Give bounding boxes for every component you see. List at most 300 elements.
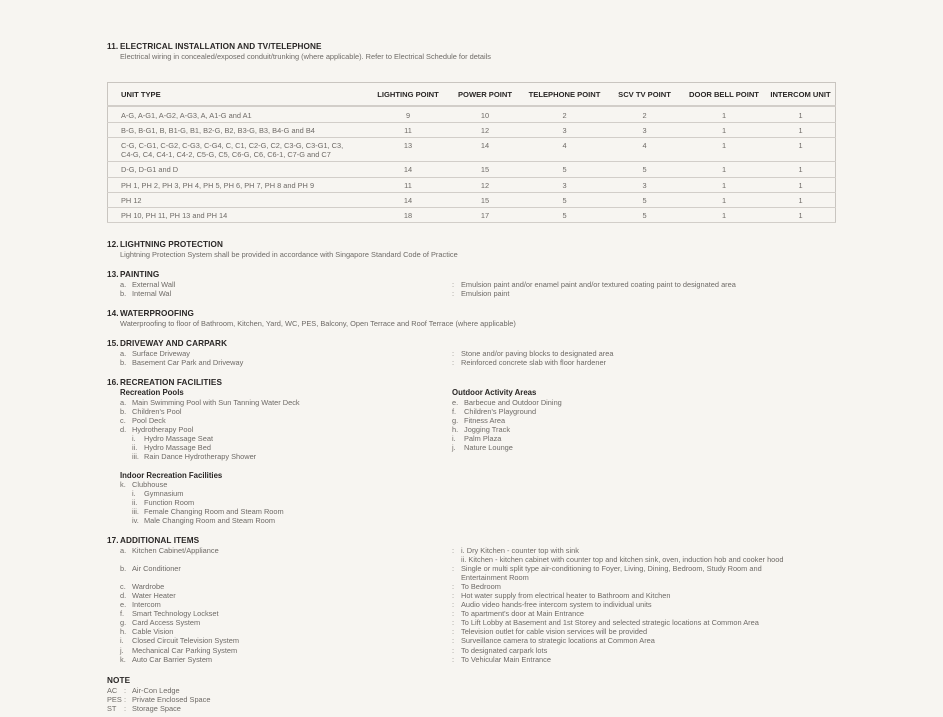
item-desc-cell [452, 600, 837, 609]
item-desc-cell [452, 280, 837, 289]
cell-intercom: 1 [766, 162, 836, 177]
driveway-list [107, 349, 837, 367]
section-painting [107, 270, 837, 298]
item-name: Closed Circuit Television System [132, 636, 240, 646]
note-sep: : [124, 694, 127, 704]
section-text: Waterproofing to floor of Bathroom, Kitchen, Yard, WC, PES, Balcony, Open Terrace and Roof Terrace (where applicable) [120, 319, 516, 329]
colon-separator: : [452, 609, 455, 619]
list-item [120, 655, 837, 664]
list-item [452, 398, 562, 407]
item-label: c. [120, 581, 126, 591]
spacer [452, 555, 461, 564]
section-title-text: DRIVEWAY AND CARPARK [120, 339, 228, 349]
note-title: NOTE [107, 675, 131, 685]
cell-scv: 2 [607, 106, 682, 123]
electrical-schedule-table [107, 82, 836, 223]
item-desc: To Vehicular Main Entrance [461, 654, 551, 664]
item-name: Pool Deck [132, 416, 166, 426]
col-header-scv-tv: SCV TV POINT [607, 83, 682, 107]
cell-power: 12 [448, 123, 522, 138]
colon-separator: : [452, 563, 455, 573]
cell-telephone: 3 [522, 177, 607, 192]
cell-doorbell: 1 [682, 123, 766, 138]
cell-intercom: 1 [766, 106, 836, 123]
cell-doorbell: 1 [682, 138, 766, 162]
list-item [120, 358, 837, 367]
item-name: Surface Driveway [132, 349, 190, 359]
cell-power: 15 [448, 192, 522, 207]
item-desc: Single or multi split type air-conditioning to Foyer, Living, Dining, Bedroom, Study Room and [461, 563, 762, 573]
cell-unit-type [108, 106, 369, 123]
cell-telephone: 5 [522, 192, 607, 207]
section-title-text: ADDITIONAL ITEMS [120, 535, 200, 545]
colon-separator: : [452, 279, 455, 289]
specifications-page [107, 42, 837, 713]
item-name: Clubhouse [132, 480, 168, 490]
list-item [120, 407, 452, 416]
col-header-lighting: LIGHTING POINT [368, 83, 448, 107]
item-desc-cell [452, 358, 837, 367]
cell-telephone: 4 [522, 138, 607, 162]
section-recreation [107, 378, 837, 525]
item-label: d. [120, 591, 127, 600]
cell-unit-type [108, 192, 369, 207]
section-title [107, 339, 837, 349]
item-label: a. [120, 349, 127, 359]
list-item [120, 425, 452, 434]
item-label: f. [452, 407, 457, 416]
item-desc-cell [452, 609, 837, 618]
section-title [107, 309, 837, 319]
cell-unit-type [108, 207, 369, 222]
item-name-cell [120, 289, 452, 298]
list-item [120, 646, 837, 655]
note-list [107, 686, 837, 713]
spacer [120, 555, 452, 564]
section-driveway [107, 339, 837, 367]
cell-lighting: 13 [368, 138, 448, 162]
item-label: b. [120, 407, 127, 416]
item-name: Hydro Massage Seat [144, 434, 214, 444]
item-desc-cell [452, 591, 837, 600]
item-label: iv. [132, 516, 139, 526]
section-title-text: LIGHTNING PROTECTION [120, 239, 223, 249]
list-item [120, 289, 837, 298]
item-desc-cont: ii. Kitchen - kitchen cabinet with counter top and kitchen sink, oven, induction hob and cooker hood [461, 554, 784, 564]
section-title [107, 378, 837, 388]
note-sep: : [124, 685, 127, 695]
item-name: Female Changing Room and Steam Room [144, 507, 284, 517]
item-label: k. [120, 654, 126, 664]
item-desc-cell [452, 618, 837, 627]
sub-heading: Indoor Recreation Facilities [120, 470, 223, 480]
section-title-text: WATERPROOFING [120, 309, 194, 319]
section-title [107, 270, 837, 280]
sub-heading: Outdoor Activity Areas [452, 388, 537, 398]
item-name: Hydro Massage Bed [144, 443, 211, 453]
col-header-power: POWER POINT [448, 83, 522, 107]
col-header-intercom: INTERCOM UNIT [766, 83, 836, 107]
item-label: g. [452, 416, 459, 426]
section-number: 15. [107, 339, 119, 349]
item-desc-cont: Entertainment Room [461, 572, 529, 582]
colon-separator: : [452, 600, 455, 610]
item-label: b. [120, 563, 127, 573]
item-label: h. [120, 627, 127, 637]
table-row [108, 192, 836, 207]
item-name: External Wall [132, 279, 176, 289]
list-item-cont [120, 555, 837, 564]
item-label: a. [120, 397, 127, 407]
unit-type-text: C-G, C-G1, C-G2, C-G3, C-G4, C, C1, C2-G, C2, C3-G, C3-G1, C3, [121, 141, 344, 151]
cell-intercom: 1 [766, 177, 836, 192]
cell-lighting: 14 [368, 162, 448, 177]
item-name: Internal Wal [132, 289, 172, 299]
section-electrical [107, 42, 837, 223]
cell-scv: 3 [607, 177, 682, 192]
item-name: Smart Technology Lockset [132, 609, 219, 619]
outdoor-activity-areas [452, 388, 562, 461]
colon-separator: : [452, 636, 455, 646]
item-desc-cell [452, 636, 837, 645]
table-row [108, 123, 836, 138]
list-item [452, 425, 562, 434]
section-title [107, 42, 837, 52]
item-label: d. [120, 425, 127, 435]
item-desc-cell [452, 655, 837, 664]
colon-separator: : [452, 581, 455, 591]
item-name: Fitness Area [464, 416, 506, 426]
item-desc: Stone and/or paving blocks to designated area [461, 349, 614, 359]
item-name-cell [120, 358, 452, 367]
item-label: a. [120, 545, 127, 555]
item-label: g. [120, 618, 127, 628]
cell-intercom: 1 [766, 123, 836, 138]
item-name: Auto Car Barrier System [132, 654, 213, 664]
list-item [120, 280, 837, 289]
cell-scv: 5 [607, 192, 682, 207]
cell-power: 17 [448, 207, 522, 222]
item-name: Palm Plaza [464, 434, 502, 444]
item-name: Nature Lounge [464, 443, 513, 453]
cell-power: 14 [448, 138, 522, 162]
item-label: k. [120, 480, 126, 490]
item-label: e. [120, 600, 127, 610]
item-name-cell [120, 646, 452, 655]
sub-list-item [120, 434, 452, 443]
recreation-pools [120, 388, 452, 461]
note-meaning: Air-Con Ledge [132, 685, 180, 695]
sub-list-item [120, 498, 837, 507]
section-title-text: PAINTING [120, 269, 160, 279]
pools-list [120, 398, 452, 462]
item-name: Cable Vision [132, 627, 174, 637]
cell-lighting: 18 [368, 207, 448, 222]
note-meaning: Storage Space [132, 703, 181, 713]
item-label: c. [120, 416, 126, 426]
section-waterproofing [107, 309, 837, 328]
note-item [107, 686, 837, 695]
cell-scv: 4 [607, 138, 682, 162]
item-name: Mechanical Car Parking System [132, 645, 238, 655]
spacer [120, 573, 452, 582]
item-desc: Audio video hands-free intercom system to individual units [461, 600, 652, 610]
item-desc: Hot water supply from electrical heater to Bathroom and Kitchen [461, 591, 671, 600]
item-name-cell [120, 636, 452, 645]
unit-type-text-cont: C4-G, C4, C4-1, C4-2, C5-G, C5, C6-G, C6, C6-1, C7-G and C7 [121, 150, 331, 160]
item-desc-cell [452, 349, 837, 358]
item-label: j. [120, 645, 124, 655]
cell-doorbell: 1 [682, 192, 766, 207]
cell-scv: 5 [607, 207, 682, 222]
additional-list [107, 546, 837, 664]
item-label: i. [452, 434, 456, 444]
cell-lighting: 14 [368, 192, 448, 207]
cell-doorbell: 1 [682, 106, 766, 123]
section-number: 13. [107, 269, 119, 279]
item-name: Card Access System [132, 618, 201, 628]
section-number: 14. [107, 309, 119, 319]
list-item [120, 349, 837, 358]
indoor-list [120, 480, 837, 525]
col-header-door-bell: DOOR BELL POINT [682, 83, 766, 107]
section-title-text: ELECTRICAL INSTALLATION AND TV/TELEPHONE [120, 42, 322, 51]
item-desc-cell [452, 573, 837, 582]
colon-separator: : [452, 627, 455, 637]
painting-list [107, 280, 837, 298]
cell-lighting: 11 [368, 177, 448, 192]
table-row [108, 177, 836, 192]
item-name: Gymnasium [144, 489, 184, 499]
list-item [120, 600, 837, 609]
unit-type-text: PH 10, PH 11, PH 13 and PH 14 [121, 210, 228, 220]
sub-heading: Recreation Pools [120, 388, 184, 398]
item-name: Water Heater [132, 591, 176, 600]
item-label: ii. [132, 443, 138, 453]
item-name-cell [120, 655, 452, 664]
item-desc-cell [452, 555, 837, 564]
list-item [452, 434, 562, 443]
item-desc: i. Dry Kitchen - counter top with sink [461, 545, 579, 555]
section-title [107, 536, 837, 546]
list-item [120, 416, 452, 425]
item-name-cell [120, 582, 452, 591]
item-desc: To Bedroom [461, 581, 501, 591]
item-name: Hydrotherapy Pool [132, 425, 194, 435]
note-item [107, 695, 837, 704]
note-abbr: AC [107, 685, 118, 695]
note-abbr: PES [107, 694, 122, 704]
list-item [120, 609, 837, 618]
item-label: iii. [132, 507, 139, 517]
item-name: Children's Pool [132, 407, 182, 416]
colon-separator: : [452, 545, 455, 555]
item-label: i. [120, 636, 124, 646]
indoor-recreation [107, 471, 837, 526]
item-label: a. [120, 279, 127, 289]
cell-doorbell: 1 [682, 177, 766, 192]
cell-unit-type [108, 162, 369, 177]
col-header-unit-type: UNIT TYPE [108, 83, 369, 107]
item-desc-cell [452, 289, 837, 298]
section-number: 11. [107, 42, 119, 51]
sub-list-item [120, 452, 452, 461]
spacer [452, 573, 461, 582]
item-name: Basement Car Park and Driveway [132, 358, 244, 368]
item-name-cell [120, 627, 452, 636]
list-item [120, 591, 837, 600]
list-item [120, 618, 837, 627]
item-label: j. [452, 443, 456, 453]
colon-separator: : [452, 358, 455, 368]
section-number: 16. [107, 378, 119, 388]
cell-intercom: 1 [766, 207, 836, 222]
section-additional [107, 536, 837, 664]
cell-unit-type [108, 138, 369, 162]
list-item [120, 636, 837, 645]
item-label: f. [120, 609, 125, 619]
item-desc: Surveillance camera to strategic locations at Common Area [461, 636, 655, 646]
cell-unit-type [108, 177, 369, 192]
item-name-cell [120, 591, 452, 600]
colon-separator: : [452, 645, 455, 655]
item-name: Kitchen Cabinet/Appliance [132, 545, 219, 555]
cell-telephone: 3 [522, 123, 607, 138]
item-name: Barbecue and Outdoor Dining [464, 397, 562, 407]
item-desc: Emulsion paint and/or enamel paint and/or textured coating paint to designated area [461, 279, 736, 289]
item-name-cell [120, 564, 452, 573]
list-item [452, 443, 562, 452]
col-header-telephone: TELEPHONE POINT [522, 83, 607, 107]
item-desc: To apartment's door at Main Entrance [461, 609, 585, 619]
section-title-text: RECREATION FACILITIES [120, 378, 223, 388]
item-name-cell [120, 280, 452, 289]
colon-separator: : [452, 349, 455, 359]
cell-telephone: 2 [522, 106, 607, 123]
item-name: Rain Dance Hydrotherapy Shower [144, 452, 257, 462]
item-name-cell [120, 546, 452, 555]
cell-telephone: 5 [522, 162, 607, 177]
table-row [108, 138, 836, 162]
list-item [120, 564, 837, 573]
list-item [120, 546, 837, 555]
item-desc-cell [452, 564, 837, 573]
note-section [107, 676, 837, 713]
item-name-cell [120, 600, 452, 609]
sub-list-item [120, 443, 452, 452]
cell-lighting: 11 [368, 123, 448, 138]
cell-doorbell: 1 [682, 162, 766, 177]
item-desc-cell [452, 546, 837, 555]
note-item [107, 704, 837, 713]
section-text: Electrical wiring in concealed/exposed conduit/trunking (where applicable). Refer to Electrical Schedule for details [120, 52, 491, 61]
item-label: i. [132, 434, 136, 444]
colon-separator: : [452, 654, 455, 664]
unit-type-text: D-G, D-G1 and D [121, 165, 179, 175]
item-name: Jogging Track [464, 425, 511, 435]
item-label: ii. [132, 498, 138, 508]
cell-scv: 5 [607, 162, 682, 177]
list-item [120, 480, 837, 489]
cell-power: 12 [448, 177, 522, 192]
item-name: Intercom [132, 600, 161, 610]
section-number: 17. [107, 535, 119, 545]
item-desc: Reinforced concrete slab with floor hardener [461, 358, 607, 368]
table-row [108, 162, 836, 177]
item-name: Children's Playground [464, 407, 537, 416]
unit-type-text: A-G, A-G1, A-G2, A-G3, A, A1-G and A1 [121, 111, 252, 121]
item-label: h. [452, 425, 459, 435]
item-desc: Television outlet for cable vision services will be provided [461, 627, 648, 637]
item-desc-cell [452, 627, 837, 636]
item-desc-cell [452, 582, 837, 591]
cell-intercom: 1 [766, 138, 836, 162]
cell-doorbell: 1 [682, 207, 766, 222]
colon-separator: : [452, 289, 455, 299]
table-header-row [108, 83, 836, 107]
item-name-cell [120, 609, 452, 618]
cell-power: 15 [448, 162, 522, 177]
item-label: b. [120, 289, 127, 299]
colon-separator: : [452, 618, 455, 628]
section-lightning [107, 240, 837, 259]
table-row [108, 106, 836, 123]
item-label: iii. [132, 452, 139, 462]
list-item [452, 416, 562, 425]
list-item [120, 627, 837, 636]
item-label: i. [132, 489, 136, 499]
list-item [120, 398, 452, 407]
item-name-cell [120, 618, 452, 627]
item-desc: To designated carpark lots [461, 645, 548, 655]
cell-scv: 3 [607, 123, 682, 138]
note-sep: : [124, 703, 127, 713]
cell-intercom: 1 [766, 192, 836, 207]
section-title [107, 240, 837, 250]
cell-telephone: 5 [522, 207, 607, 222]
note-abbr: ST [107, 703, 117, 713]
colon-separator: : [452, 591, 455, 600]
item-name: Function Room [144, 498, 195, 508]
item-name-cell [120, 349, 452, 358]
section-text: Lightning Protection System shall be provided in accordance with Singapore Standard Code of Practice [120, 249, 458, 259]
item-desc-cell [452, 646, 837, 655]
item-label: b. [120, 358, 127, 368]
unit-type-text: B-G, B-G1, B, B1-G, B1, B2-G, B2, B3-G, B3, B4-G and B4 [121, 126, 315, 136]
sub-list-item [120, 507, 837, 516]
sub-list-item [120, 516, 837, 525]
item-label: e. [452, 397, 459, 407]
unit-type-text: PH 1, PH 2, PH 3, PH 4, PH 5, PH 6, PH 7, PH 8 and PH 9 [121, 180, 315, 190]
sub-list-item [120, 489, 837, 498]
item-name: Male Changing Room and Steam Room [144, 516, 276, 526]
list-item [120, 582, 837, 591]
section-number: 12. [107, 239, 119, 249]
item-name: Air Conditioner [132, 563, 181, 573]
unit-type-text: PH 12 [121, 195, 142, 205]
list-item [452, 407, 562, 416]
item-name: Main Swimming Pool with Sun Tanning Water Deck [132, 397, 300, 407]
cell-power: 10 [448, 106, 522, 123]
list-item-cont [120, 573, 837, 582]
item-name: Wardrobe [132, 581, 165, 591]
table-row [108, 207, 836, 222]
item-desc: To Lift Lobby at Basement and 1st Storey and selected strategic locations at Common Area [461, 618, 759, 628]
item-desc: Emulsion paint [461, 289, 510, 299]
outdoor-list [452, 398, 562, 453]
cell-unit-type [108, 123, 369, 138]
note-meaning: Private Enclosed Space [132, 694, 211, 704]
